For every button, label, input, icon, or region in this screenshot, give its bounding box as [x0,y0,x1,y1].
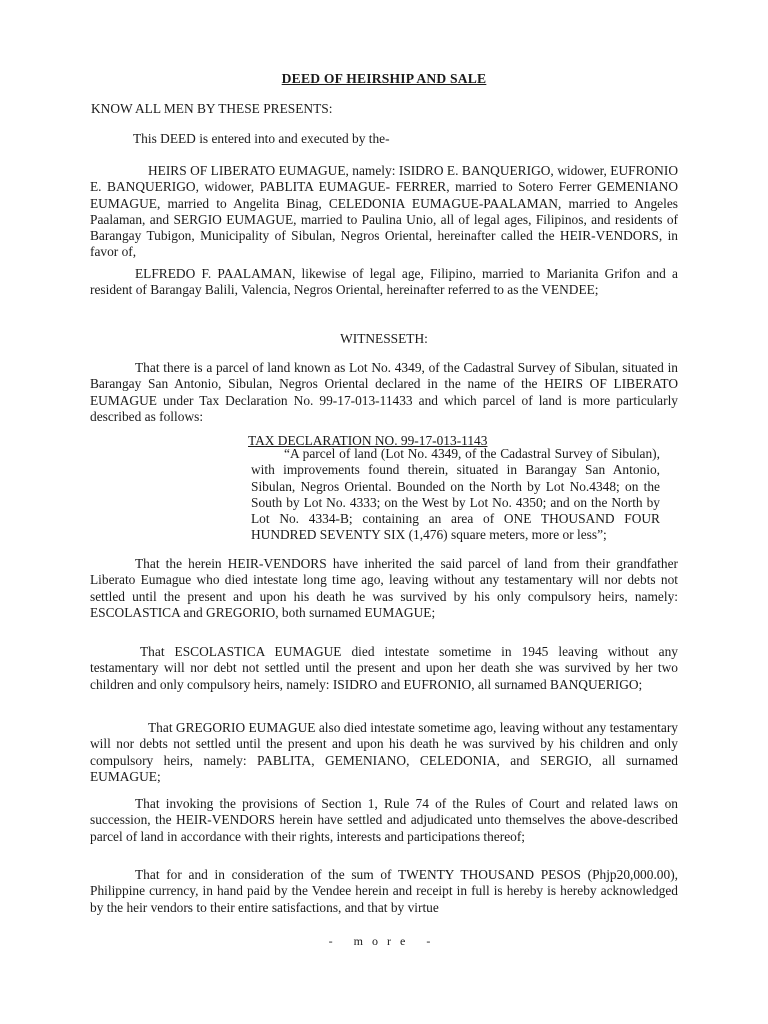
land-paragraph: That there is a parcel of land known as Lot No. 4349, of the Cadastral Survey of Sibulan, situated in Barangay San Antonio, Sibulan, Negros Oriental declared in the name of the HEIRS OF LIBERATO EUMAGUE under Tax Declaration No. 99-17-013-11433 and which parcel of land is more particularly described as follows: [90,360,678,424]
invoking-paragraph: That invoking the provisions of Section 1, Rule 74 of the Rules of Court and related laws on succession, the HEIR-VENDORS herein have settled and adjudicated unto themselves the above-described parcel of land in accordance with their rights, interests and participations thereof; [90,796,678,844]
document-title: DEED OF HEIRSHIP AND SALE [281,71,487,86]
vendee-paragraph: ELFREDO F. PAALAMAN, likewise of legal age, Filipino, married to Marianita Grifon and a resident of Barangay Balili, Valencia, Negros Oriental, hereinafter referred to as the VENDEE; [90,266,678,298]
witnesseth-heading: WITNESSETH: [340,331,428,346]
consideration-paragraph: That for and in consideration of the sum of TWENTY THOUSAND PESOS (Phjp20,000.00), Philippine currency, in hand paid by the Vendee herein and receipt in full is hereby is hereby acknowledged by the heir vendors to their entire satisfactions, and that by virtue [90,867,678,915]
tax-declaration-quote: “A parcel of land (Lot No. 4349, of the Cadastral Survey of Sibulan), with improvements found therein, situated in Barangay San Antonio, Sibulan, Negros Oriental. Bounded on the North by Lot No.4348; on the South by Lot No. 4333; on the West by Lot No. 4350; and on the North by Lot No. 4334-B; containing an area of ONE THOUSAND FOUR HUNDRED SEVENTY SIX (1,476) square meters, more or less”; [251,446,660,543]
more-indicator: - more - [328,934,440,948]
intro-line: KNOW ALL MEN BY THESE PRESENTS: [91,101,333,116]
escolastica-paragraph: That ESCOLASTICA EUMAGUE died intestate sometime in 1945 leaving without any testamentary will nor debt not settled until the present and upon her death she was survived by her two children and only compulsory heirs, namely: ISIDRO and EUFRONIO, all surnamed BANQUERIGO; [90,644,678,692]
inherited-paragraph: That the herein HEIR-VENDORS have inherited the said parcel of land from their grandfather Liberato Eumague who died intestate long time ago, leaving without any testamentary will nor debts not settled until the present and upon his death he was survived by his only compulsory heirs, namely: ESCOLASTICA and GREGORIO, both surnamed EUMAGUE; [90,556,678,620]
gregorio-paragraph: That GREGORIO EUMAGUE also died intestate sometime ago, leaving without any testamentary will nor debts not settled until the present and upon his death he was survived by his children and only compulsory heirs, namely: PABLITA, GEMENIANO, CELEDONIA, and SERGIO, all surnamed EUMAGUE; [90,720,678,784]
tax-declaration-heading: TAX DECLARATION NO. 99-17-013-1143 [248,433,488,448]
heirs-paragraph: HEIRS OF LIBERATO EUMAGUE, namely: ISIDRO E. BANQUERIGO, widower, EUFRONIO E. BANQUERIGO, widower, PABLITA EUMAGUE- FERRER, married to Sotero Ferrer GEMENIANO EUMAGUE, married to Angelita Binag, CELEDONIA EUMAGUE-PAALAMAN, married to Angeles Paalaman, and SERGIO EUMAGUE, married to Paulina Unio, all of legal ages, Filipinos, and residents of Barangay Tubigon, Municipality of Sibulan, Negros Oriental, hereinafter called the HEIR-VENDORS, in favor of, [90,163,678,260]
executed-by-line: This DEED is entered into and executed by the- [133,131,390,146]
